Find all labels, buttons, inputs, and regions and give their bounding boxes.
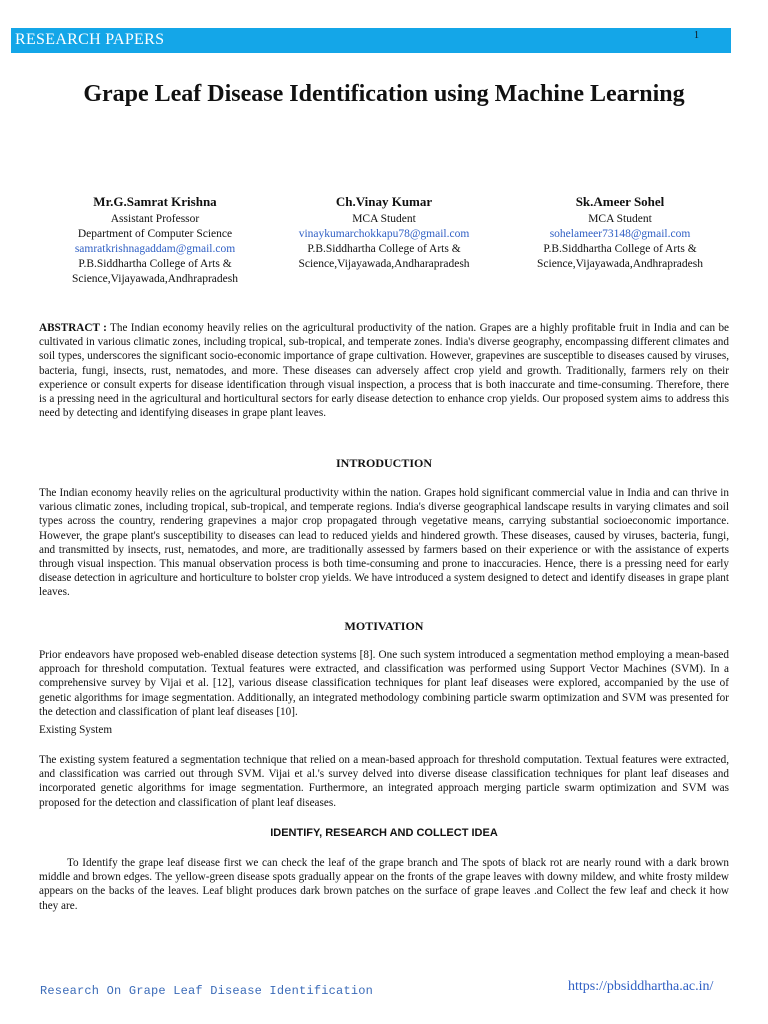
author-location: Science,Vijayawada,Andharapradesh [298,258,470,270]
author-email-link[interactable]: samratkrishnagaddam@gmail.com [74,243,236,255]
identify-text: To Identify the grape leaf disease first we can check the leaf of the grape branch and The spots of black rot are nearly round with a dark brown middle and brown edges. The yellow-green disease spots gradually appear on the fronts of the grape leaves with downy mildew, and white frosty mildew appears on the backs of the leaves. Leaf blight produces dark brown patches on the surface of grape leaves .and Collect the few leaf and check it how they are. [39,857,729,912]
author-email-link[interactable]: sohelameer73148@gmail.com [549,228,691,240]
author-role: MCA Student [588,213,652,225]
author-college: P.B.Siddhartha College of Arts & [543,243,697,255]
abstract [39,321,729,420]
paper-title: Grape Leaf Disease Identification using Machine Learning [83,81,685,107]
existing-system-label: Existing System [39,724,113,736]
author-block-3 [520,194,720,272]
footer-website-link[interactable]: https://pbsiddhartha.ac.in/ [568,979,714,994]
author-block-2 [284,194,484,272]
introduction-heading: INTRODUCTION [335,456,432,470]
author-name: Sk.Ameer Sohel [575,194,665,209]
header-band [11,28,731,53]
author-role: MCA Student [352,213,416,225]
author-location: Science,Vijayawada,Andhrapradesh [537,258,703,270]
author-name: Mr.G.Samrat Krishna [93,194,217,209]
author-name: Ch.Vinay Kumar [335,194,433,209]
existing-system-text: The existing system featured a segmentation technique that relied on a mean-based approach for threshold computation. Textual features were extracted, and classification was carried out through SVM. Vijai et al.'s survey delved into diverse disease classification techniques for plant leaf diseases and incorporated genetic algorithms for image segmentation. Furthermore, an integrated approach merging particle swarm optimization and SVM was proposed for the detection and classification of plant leaf diseases. [39,754,729,809]
author-role: Assistant Professor [110,213,200,225]
abstract-label: ABSTRACT : [39,322,107,334]
author-department: Department of Computer Science [77,228,233,240]
motivation-heading: MOTIVATION [344,619,424,633]
motivation-text: Prior endeavors have proposed web-enabled disease detection systems [8]. One such system introduced a segmentation method employing a mean-based approach for threshold computation. Textual features were extracted, and classification was performed using Support Vector Machines (SVM). In a comprehensive survey by Vijai et al. [12], various disease classification techniques for plant leaf diseases were explored, accompanied by the use of genetic algorithms for image segmentation. Additionally, an integrated methodology combining particle swarm optimization and SVM was presented for the detection and classification of plant leaf diseases [10]. [39,649,729,718]
author-college: P.B.Siddhartha College of Arts & [307,243,461,255]
author-college: P.B.Siddhartha College of Arts & [78,258,232,270]
page-number: 1 [694,30,699,41]
identify-heading: IDENTIFY, RESEARCH AND COLLECT IDEA [270,827,498,839]
author-email-link[interactable]: vinaykumarchokkapu78@gmail.com [298,228,470,240]
author-location: Science,Vijayawada,Andhrapradesh [72,273,238,285]
abstract-text: The Indian economy heavily relies on the agricultural productivity of the nation. Grapes are a highly profitable fruit in India and can be cultivated in various climatic zones, including tropical, sub-tropical, and temperate zones. India's diverse geography, encompassing different climates and soil types, underscores the significant socio-economic importance of grape cultivation. However, grapevines are susceptible to diseases caused by viruses, bacteria, fungi, insects, rust, nematodes, and more. These diseases can adversely affect crop yield and growth. Traditionally, farmers rely on their experience or consult experts for disease identification through visual inspection, a process that is both inaccurate and time-consuming. Therefore, there is a pressing need in the agricultural and horticultural sectors for early disease detection to enhance crop yields. Our proposed system aims to address this need by detecting and identifying diseases in grape plant leaves. [39,322,729,420]
footer-running-title: Research On Grape Leaf Disease Identification [40,984,374,998]
introduction-text: The Indian economy heavily relies on the agricultural productivity within the nation. Grapes hold significant commercial value in India and can thrive in various climatic zones, including tropical, sub-tropical, and temperate regions. India's diverse geographical landscape results in varying climates and soil types across the country, rendering grapevines a major crop propagated through vegetative means, carrying substantial socioeconomic importance. However, the grape plant's susceptibility to diseases can lead to reduced yields and hindered growth. These diseases, caused by viruses, bacteria, fungi, and transmitted by insects, rust, nematodes, and more, are traditionally assessed by farmers based on their experience or with the assistance of experts through visual inspection. This manual observation process is both time-consuming and prone to inaccuracies. Hence, there is a pressing need for early disease detection in agriculture and horticulture to bolster crop yields. We have introduced a system designed to detect and identify diseases in grape plant leaves. [39,487,729,599]
author-block-1 [55,194,255,287]
header-title: RESEARCH PAPERS [15,31,165,48]
